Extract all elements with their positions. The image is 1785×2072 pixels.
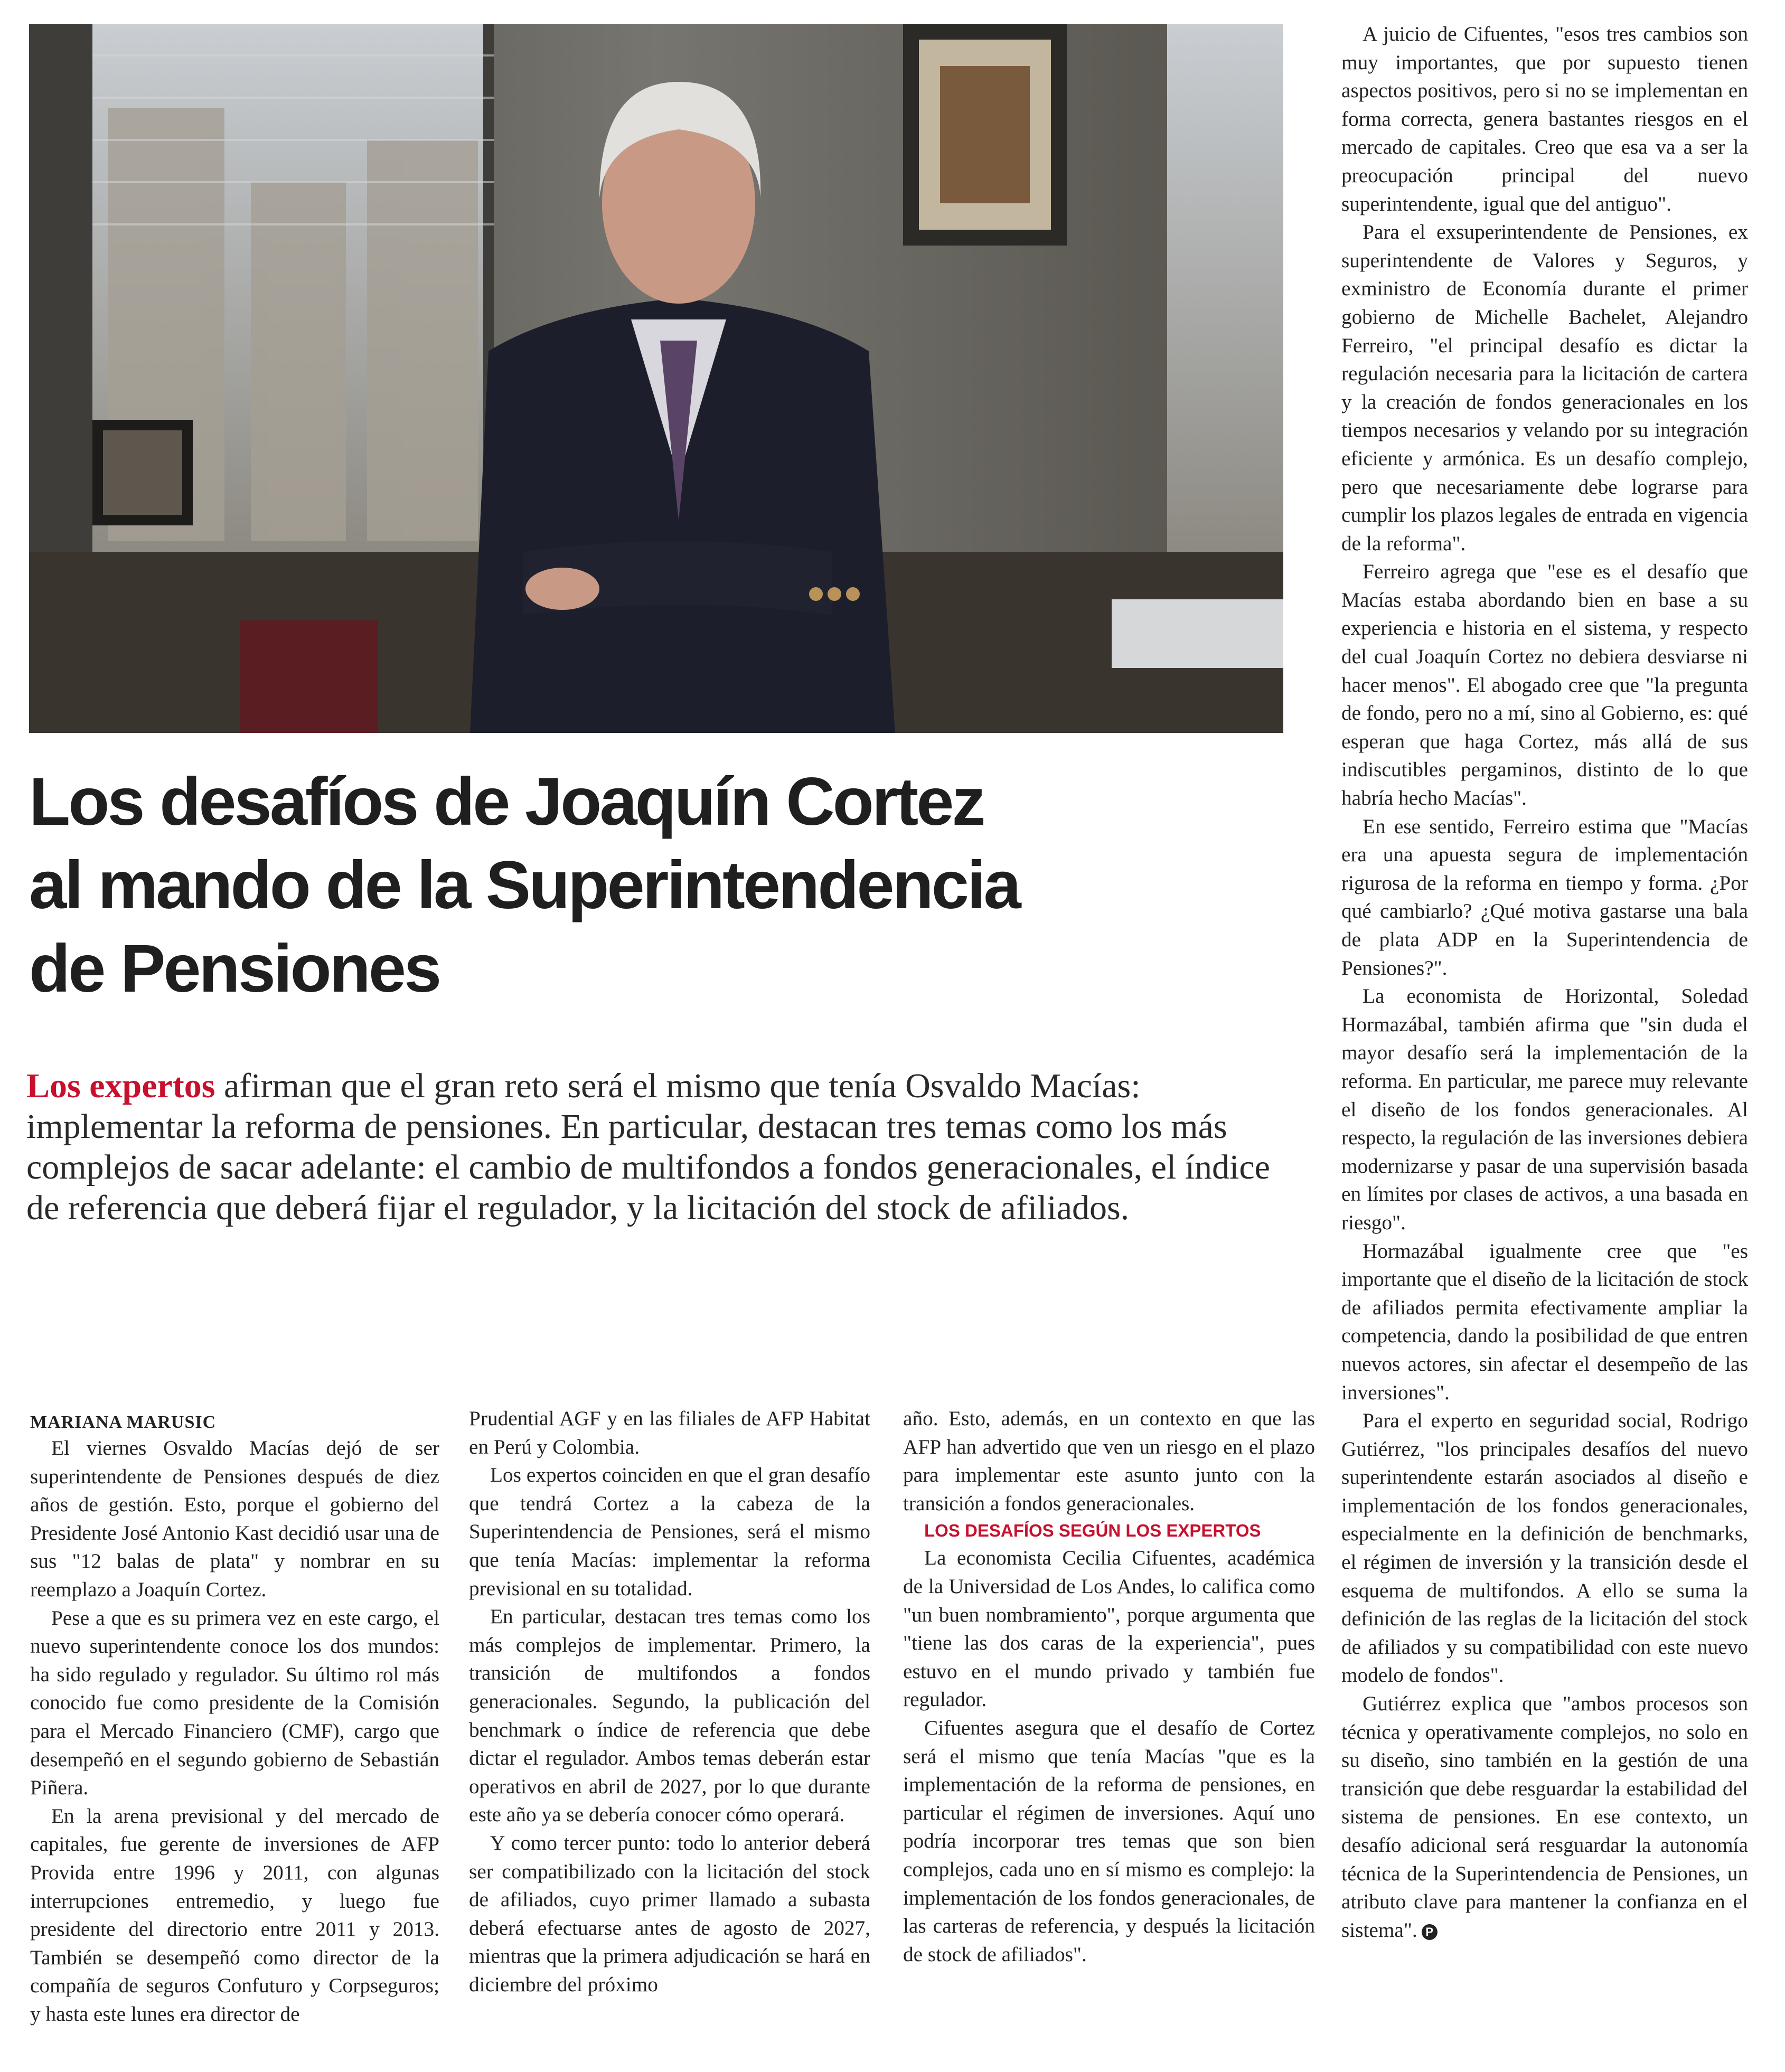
headline bbox=[29, 760, 1297, 1011]
byline: MARIANA MARUSIC bbox=[30, 1412, 217, 1432]
body-paragraph bbox=[1341, 1690, 1748, 1944]
body-paragraph: Para el experto en seguridad social, Rodrigo Gutiérrez, "los principales desafíos del nuevo superintendente estarán asociados al diseño e implementación de los fondos generacionales, especialmente en la definición de benchmarks, el régimen de inversión y la transición desde el esquema de multifondos. A ello se suma la definición de las reglas de la licitación del stock de afiliados y su compatibilidad con este nuevo modelo de fondos". bbox=[1341, 1409, 1748, 1687]
body-paragraph: A juicio de Cifuentes, "esos tres cambios son muy importantes, que por supuesto tienen aspectos positivos, pero si no se implementan en forma correcta, genera bastantes riesgos en el mercado de capitales. Creo que esa va a ser la preocupación principal del nuevo superintendente, igual que del antiguo". bbox=[1341, 22, 1748, 215]
body-paragraph: La economista de Horizontal, Soledad Hormazábal, también afirma que "sin duda el mayor desafío será la implementación de la reforma. En particular, me parece muy relevante el diseño de los fondos generacionales. Al respecto, la regulación de las inversiones debiera modernizarse y pasar de una supervisión basada en límites por clases de activos, a una basada en riesgo". bbox=[1341, 984, 1748, 1234]
article-column-1 bbox=[30, 1411, 439, 2028]
body-paragraph: Prudential AGF y en las filiales de AFP Habitat en Perú y Colombia. bbox=[469, 1407, 870, 1458]
lead-kicker: Los expertos bbox=[26, 1067, 215, 1105]
headline-line: al mando de la Superintendencia bbox=[29, 847, 1019, 923]
article-column-3 bbox=[903, 1405, 1315, 1969]
body-paragraph: En ese sentido, Ferreiro estima que "Macías era una apuesta segura de implementación rigurosa de la reforma en tiempo y forma. ¿Por qué cambiarlo? ¿Qué motiva gastarse una bala de plata ADP en la Superintendencia de Pensiones?". bbox=[1341, 814, 1748, 980]
portrait-illustration bbox=[29, 24, 1283, 733]
subheading: LOS DESAFÍOS SEGÚN LOS EXPERTOS bbox=[924, 1521, 1261, 1541]
body-paragraph: Los expertos coinciden en que el gran desafío que tendrá Cortez a la cabeza de la Superintendencia de Pensiones, será el mismo que tenía Macías: implementar la reforma previsional en su totalidad. bbox=[469, 1463, 870, 1600]
lead-text: afirman que el gran reto será el mismo que tenía Osvaldo Macías: implementar la reforma de pensiones. En particular, destacan tres temas como los más complejos de sacar adelante: el cambio de multifondos a fondos generacionales, el índice de referencia que deberá fijar el regulador, y la licitación del stock de afiliados. bbox=[26, 1067, 1270, 1227]
body-paragraph: En la arena previsional y del mercado de capitales, fue gerente de inversiones de AFP Provida entre 1996 y 2011, con algunas interrupciones entremedio, y luego fue presidente del directorio entre 2011 y 2013. También se desempeñó como director de la compañía de seguros Confuturo y Corpseguros; y hasta este lunes era director de bbox=[30, 1804, 439, 2026]
body-paragraph: Ferreiro agrega que "ese es el desafío que Macías estaba abordando bien en base a su experiencia e historia en el sistema, y respecto del cual Joaquín Cortez no debiera desviarse ni hacer menos". El abogado cree que "la pregunta de fondo, pero no a mí, sino al Gobierno, es: qué esperan que haga Cortez, más allá de sus indiscutibles pergaminos, distinto de lo que habría hecho Macías". bbox=[1341, 560, 1748, 810]
article-column-4 bbox=[1341, 20, 1748, 1944]
article-column-2 bbox=[469, 1405, 870, 1999]
headline-line: de Pensiones bbox=[29, 931, 440, 1006]
body-paragraph: En particular, destacan tres temas como los más complejos de implementar. Primero, la transición de multifondos a fondos generacionales. Segundo, la publicación del benchmark o índice de referencia que debe dictar el regulador. Ambos temas deberán estar operativos en abril de 2027, por lo que durante este año ya se debería conocer cómo operará. bbox=[469, 1605, 870, 1826]
body-paragraph: Hormazábal igualmente cree que "es importante que el diseño de la licitación de stock de afiliados permita efectivamente ampliar la competencia, dando la posibilidad de que entren nuevos actores, sin afectar el desempeño de las inversiones". bbox=[1341, 1239, 1748, 1404]
body-paragraph: año. Esto, además, en un contexto en que las AFP han advertido que ven un riesgo en el plazo para implementar este asunto junto con la transición a fondos generacionales. bbox=[903, 1407, 1315, 1515]
headline-line: Los desafíos de Joaquín Cortez bbox=[29, 764, 984, 840]
closing-text: Gutiérrez explica que "ambos procesos son técnica y operativamente complejos, no solo en su diseño, sino también en la gestión de una transición que debe resguardar la estabilidad del sistema de pensiones. En ese contexto, un desafío adicional será resguardar la autonomía técnica de la Superintendencia de Pensiones, un atributo clave para mantener la confianza en el sistema". bbox=[1341, 1692, 1748, 1942]
body-paragraph: Para el exsuperintendente de Pensiones, ex superintendente de Valores y Seguros, y exministro de Economía durante el primer gobierno de Michelle Bachelet, Alejandro Ferreiro, "el principal desafío es dictar la regulación necesaria para la licitación de cartera y la creación de fondos generacionales en los tiempos necesarios y velando por su integración eficiente y armónica. Es un desafío complejo, pero que necesariamente debe lograrse para cumplir los plazos legales de entrada en vigencia de la reforma". bbox=[1341, 220, 1748, 555]
body-paragraph: El viernes Osvaldo Macías dejó de ser superintendente de Pensiones después de diez años de gestión. Esto, porque el gobierno del Presidente José Antonio Kast decidió usar una de sus "12 balas de plata" y nombrar en su reemplazo a Joaquín Cortez. bbox=[30, 1436, 439, 1601]
body-paragraph: Pese a que es su primera vez en este cargo, el nuevo superintendente conoce los dos mundos: ha sido regulado y regulador. Su último rol más conocido fue como presidente de la Comisión para el Mercado Financiero (CMF), cargo que desempeñó en el segundo gobierno de Sebastián Piñera. bbox=[30, 1606, 439, 1800]
portrait-photo bbox=[29, 24, 1283, 733]
body-paragraph: Cifuentes asegura que el desafío de Cortez será el mismo que tenía Macías "que es la implementación de la reforma de pensiones, en particular el régimen de inversiones. Aquí uno podría incorporar tres temas que son bien complejos, cada uno en sí mismo es complejo: la implementación de los fondos generacionales, de las carteras de referencia, y después la licitación de stock de afiliados". bbox=[903, 1716, 1315, 1966]
end-mark-icon: P bbox=[1422, 1924, 1438, 1940]
body-paragraph: Y como tercer punto: todo lo anterior deberá ser compatibilizado con la licitación del stock de afiliados, cuyo primer llamado a subasta deberá efectuarse antes de agosto de 2027, mientras que la primera adjudicación se hará en diciembre del próximo bbox=[469, 1831, 870, 1996]
body-paragraph: La economista Cecilia Cifuentes, académica de la Universidad de Los Andes, lo califica como "un buen nombramiento", porque argumenta que "tiene las dos caras de la experiencia", pues estuvo en el mundo privado y también fue regulador. bbox=[903, 1546, 1315, 1711]
lead-paragraph bbox=[26, 1066, 1283, 1228]
